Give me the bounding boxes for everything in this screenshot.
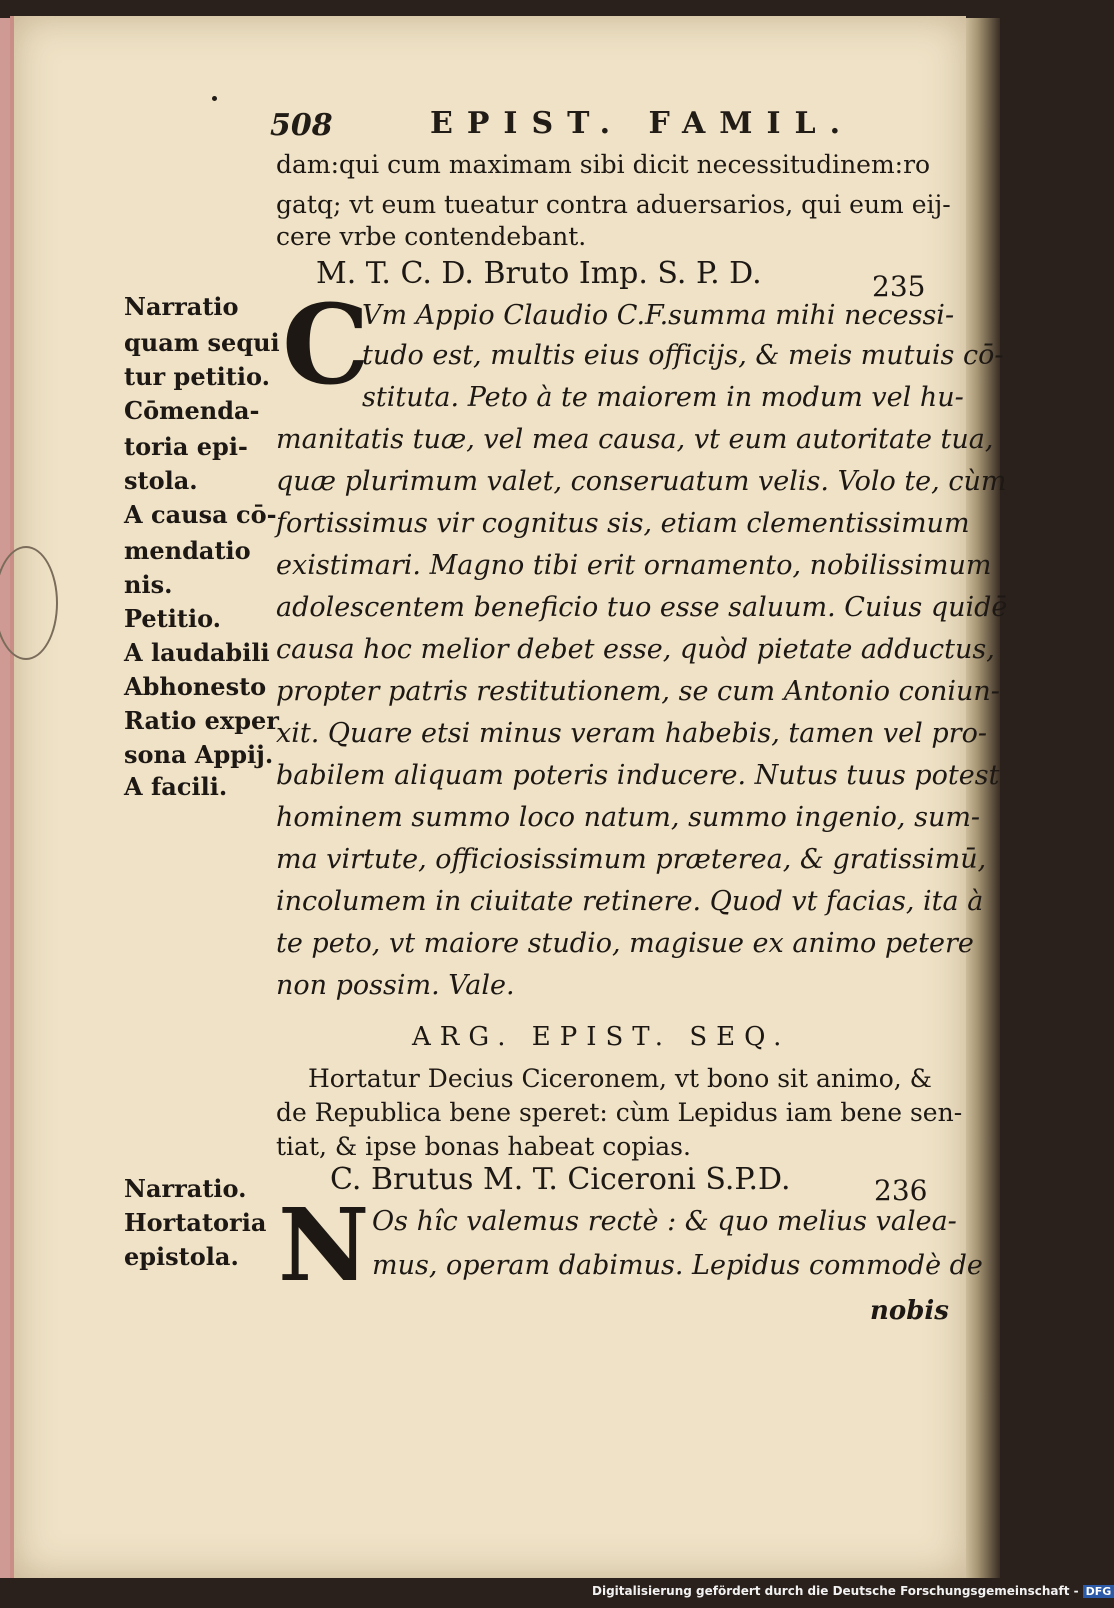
letter-line: incolumem in ciuitate retinere. Quod vt facias, ita à (276, 886, 984, 917)
letter-line: propter patris restitutionem, se cum Antonio coniun- (276, 676, 1000, 707)
continuation-line: gatq; vt eum tueatur contra aduersarios, qui eum eij- (276, 190, 951, 219)
margin-note: Hortatoria (124, 1208, 267, 1237)
page-edge-left (0, 18, 10, 1578)
letter-heading-235: M. T. C. D. Bruto Imp. S. P. D. (316, 256, 762, 291)
drop-initial-n: N (278, 1186, 370, 1304)
margin-note: stola. (124, 466, 198, 495)
letter-line: tudo est, multis eius officijs, & meis mutuis cō- (362, 340, 1004, 371)
margin-note: A facili. (124, 772, 228, 801)
running-head: EPIST. FAMIL. (430, 106, 855, 141)
margin-note: Cōmenda- (124, 396, 260, 425)
margin-note: Narratio. (124, 1174, 247, 1203)
letter-line: existimari. Magno tibi erit ornamento, nobilissimum (276, 550, 992, 581)
digitization-credit (592, 1584, 1114, 1598)
margin-note: quam sequi (124, 328, 280, 357)
dfg-logo: DFG (1083, 1585, 1114, 1598)
letter-line: stituta. Peto à te maiorem in modum vel hu- (362, 382, 964, 413)
margin-note: epistola. (124, 1242, 239, 1271)
page-edge-right (962, 18, 1000, 1578)
margin-note: A laudabili (124, 638, 270, 667)
margin-note: nis. (124, 570, 173, 599)
margin-note: tur petitio. (124, 362, 270, 391)
margin-note: A causa cō- (124, 500, 277, 529)
continuation-line: dam:qui cum maximam sibi dicit necessitudinem:ro (276, 150, 931, 179)
margin-note: Ratio exper (124, 706, 279, 735)
letter-number-236: 236 (874, 1174, 928, 1207)
letter-line: fortissimus vir cognitus sis, etiam clementissimum (276, 508, 970, 539)
letter-line: Vm Appio Claudio C.F.summa mihi necessi- (362, 300, 955, 331)
margin-note: toria epi- (124, 432, 248, 461)
letter-line: adolescentem beneficio tuo esse saluum. Cuius quidē (276, 592, 1008, 623)
argument-line: tiat, & ipse bonas habeat copias. (276, 1132, 691, 1161)
letter-line: xit. Quare etsi minus veram habebis, tamen vel pro- (276, 718, 987, 749)
letter-number-235: 235 (872, 270, 926, 303)
credit-text: Digitalisierung gefördert durch die Deutsche Forschungsgemeinschaft - (592, 1584, 1079, 1598)
letter-line: ma virtute, officiosissimum præterea, & gratissimū, (276, 844, 987, 875)
argument-line: Hortatur Decius Ciceronem, vt bono sit animo, & (308, 1064, 932, 1093)
drop-initial-c: C (282, 280, 370, 409)
margin-note: Abhonesto (124, 672, 267, 701)
catchword: nobis (870, 1296, 949, 1326)
letter-line: non possim. Vale. (276, 970, 515, 1001)
margin-note: mendatio (124, 536, 251, 565)
margin-note: Narratio (124, 292, 239, 321)
letter-line: Os hîc valemus rectè : & quo melius valea- (372, 1206, 957, 1237)
letter-line: te peto, vt maiore studio, magisue ex animo petere (276, 928, 974, 959)
continuation-line: cere vrbe contendebant. (276, 222, 587, 251)
letter-line: hominem summo loco natum, summo ingenio, sum- (276, 802, 981, 833)
argument-heading: ARG. EPIST. SEQ. (412, 1022, 791, 1052)
letter-line: quæ plurimum valet, conseruatum velis. Volo te, cùm (276, 466, 1007, 497)
letter-line: causa hoc melior debet esse, quòd pietate adductus, (276, 634, 995, 665)
page-number: 508 (270, 108, 333, 143)
letter-line: manitatis tuæ, vel mea causa, vt eum autoritate tua, (276, 424, 994, 455)
binding-ring (0, 546, 58, 660)
letter-line: babilem aliquam poteris inducere. Nutus tuus potest (276, 760, 1000, 791)
argument-line: de Republica bene speret: cùm Lepidus iam bene sen- (276, 1098, 963, 1127)
letter-line: mus, operam dabimus. Lepidus commodè de (372, 1250, 983, 1281)
margin-note: Petitio. (124, 604, 222, 633)
ink-dot (212, 96, 217, 101)
letter-heading-236: C. Brutus M. T. Ciceroni S.P.D. (330, 1162, 791, 1197)
margin-note: sona Appij. (124, 740, 274, 769)
